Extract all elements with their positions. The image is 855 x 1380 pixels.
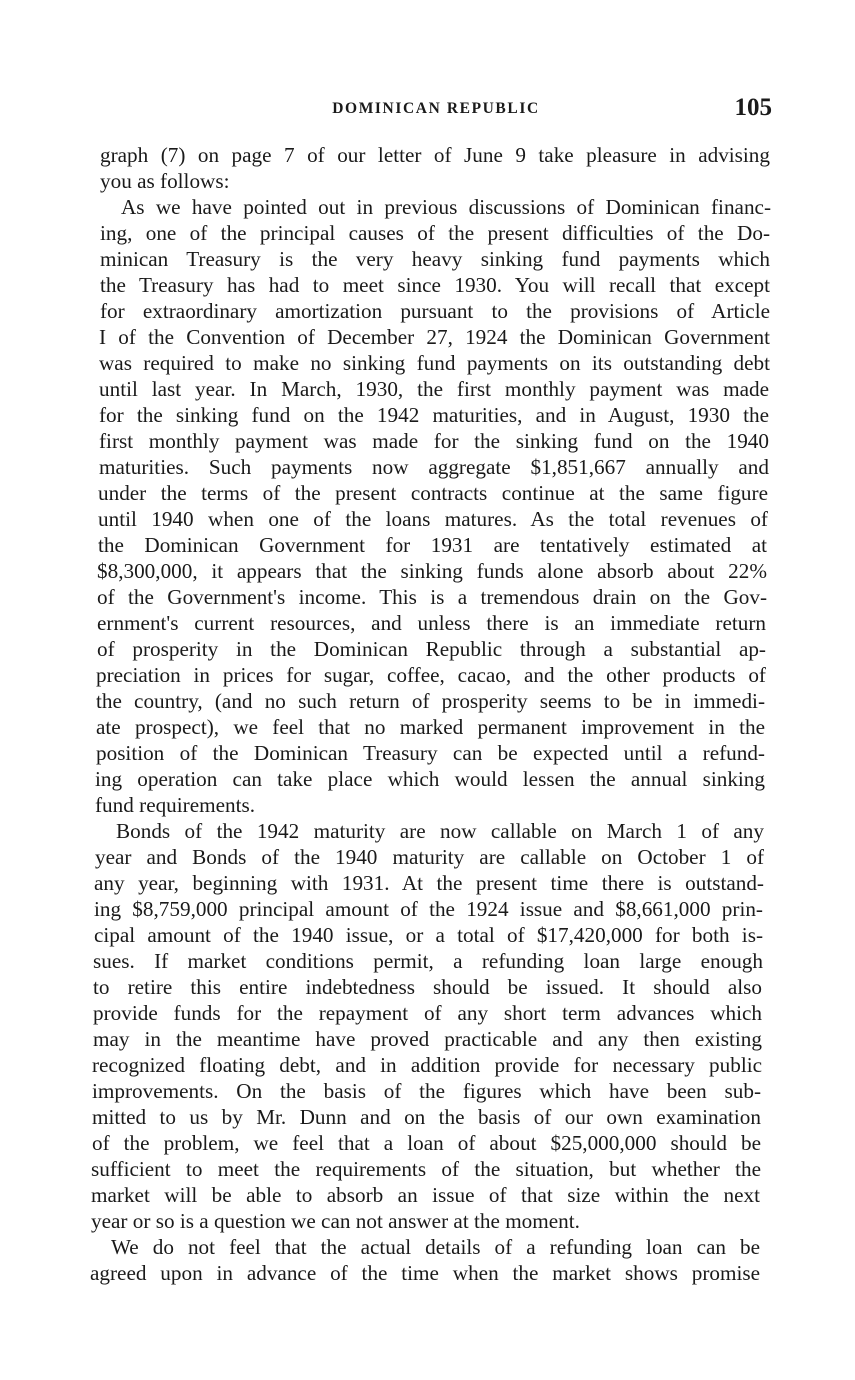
text-line: any year, beginning with 1931. At the present time there is outstand-	[94, 871, 764, 895]
text-line: recognized floating debt, and in addition provide for necessary public	[92, 1053, 762, 1077]
text-line: ing $8,759,000 principal amount of the 1924 issue and $8,661,000 prin-	[94, 897, 763, 921]
text-line: of the Government's income. This is a tremendous drain on the Gov-	[97, 585, 767, 609]
text-line: agreed upon in advance of the time when the market shows promise	[90, 1261, 760, 1285]
text-line: maturities. Such payments now aggregate $1,851,667 annually and	[99, 455, 769, 479]
text-line: you as follows:	[100, 169, 230, 193]
text-line: position of the Dominican Treasury can be expected until a refund-	[96, 741, 765, 765]
text-line: provide funds for the repayment of any short term advances which	[93, 1001, 762, 1025]
running-head	[100, 94, 772, 124]
text-line: ernment's current resources, and unless there is an immediate return	[97, 611, 766, 635]
text-line: sufficient to meet the requirements of the situation, but whether the	[91, 1157, 761, 1181]
text-line: year or so is a question we can not answer at the moment.	[91, 1209, 580, 1233]
text-line: mitted to us by Mr. Dunn and on the basis of our own examination	[92, 1105, 761, 1129]
text-line: was required to make no sinking fund payments on its outstanding debt	[99, 351, 770, 375]
text-line: year and Bonds of the 1940 maturity are callable on October 1 of	[95, 845, 764, 869]
text-line: under the terms of the present contracts continue at the same figure	[98, 481, 768, 505]
text-line: Bonds of the 1942 maturity are now callable on March 1 of any	[116, 819, 764, 843]
text-line: We do not feel that the actual details of a refunding loan can be	[111, 1235, 760, 1259]
text-line: $8,300,000, it appears that the sinking funds alone absorb about 22%	[97, 559, 767, 583]
text-line: for the sinking fund on the 1942 maturities, and in August, 1930 the	[99, 403, 769, 427]
text-line: ing, one of the principal causes of the present difficulties of the Do-	[100, 221, 770, 245]
text-line: the Dominican Government for 1931 are tentatively estimated at	[98, 533, 767, 557]
text-line: the country, (and no such return of prosperity seems to be in immedi-	[96, 689, 765, 713]
text-line: fund requirements.	[95, 793, 256, 817]
page-number: 105	[734, 94, 772, 121]
text-line: graph (7) on page 7 of our letter of June 9 take pleasure in advising	[100, 143, 770, 167]
text-line: the Treasury has had to meet since 1930. You will recall that except	[100, 273, 770, 297]
text-line: for extraordinary amortization pursuant to the provisions of Article	[100, 299, 770, 323]
text-line: cipal amount of the 1940 issue, or a total of $17,420,000 for both is-	[94, 923, 763, 947]
text-line: of the problem, we feel that a loan of about $25,000,000 should be	[92, 1131, 761, 1155]
text-line: improvements. On the basis of the figures which have been sub-	[92, 1079, 761, 1103]
text-line: minican Treasury is the very heavy sinking fund payments which	[100, 247, 770, 271]
text-line: sues. If market conditions permit, a refunding loan large enough	[93, 949, 763, 973]
text-line: first monthly payment was made for the sinking fund on the 1940	[99, 429, 769, 453]
text-line: to retire this entire indebtedness should be issued. It should also	[93, 975, 762, 999]
text-line: I of the Convention of December 27, 1924 the Dominican Government	[99, 325, 770, 349]
text-line: market will be able to absorb an issue of that size within the next	[91, 1183, 760, 1207]
running-title: DOMINICAN REPUBLIC	[332, 100, 540, 117]
text-line: preciation in prices for sugar, coffee, cacao, and the other products of	[96, 663, 766, 687]
text-line: ate prospect), we feel that no marked permanent improvement in the	[96, 715, 765, 739]
text-line: As we have pointed out in previous discussions of Dominican financ-	[121, 195, 771, 219]
text-line: until last year. In March, 1930, the first monthly payment was made	[99, 377, 769, 401]
text-line: of prosperity in the Dominican Republic through a substantial ap-	[97, 637, 766, 661]
text-line: ing operation can take place which would lessen the annual sinking	[95, 767, 765, 791]
text-line: may in the meantime have proved practicable and any then existing	[93, 1027, 762, 1051]
text-line: until 1940 when one of the loans matures. As the total revenues of	[98, 507, 768, 531]
